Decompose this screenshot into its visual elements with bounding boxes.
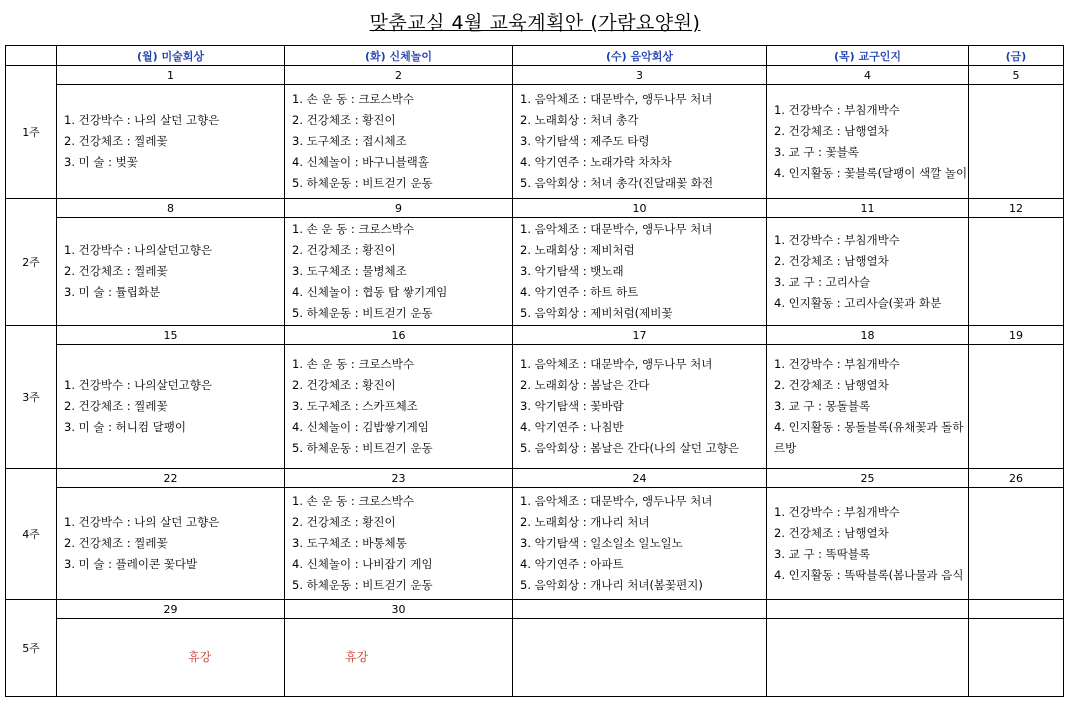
activity-item: 1. 음악체조 : 대문박수, 앵두나무 처녀	[520, 494, 713, 508]
activity-cell	[285, 345, 513, 469]
activity-item: 3. 도구체조 : 스카프체조	[292, 399, 418, 413]
date-row	[6, 66, 1064, 85]
activity-cell	[285, 619, 513, 697]
date-cell: 22	[57, 469, 285, 488]
date-cell: 16	[285, 326, 513, 345]
activity-item: 2. 건강체조 : 남행열차	[774, 123, 889, 138]
activity-item: 5. 하체운동 : 비트걷기 운동	[292, 441, 433, 455]
activity-item: 2. 건강체조 : 찔레꽃	[64, 399, 168, 413]
activity-cell	[57, 218, 285, 326]
activity-item: 2. 노래회상 : 개나리 처녀	[520, 515, 650, 529]
activity-item: 3. 미 술 : 플레이콘 꽃다발	[64, 557, 198, 571]
activity-item: 2. 건강체조 : 남행열차	[774, 525, 889, 540]
date-cell	[513, 600, 767, 619]
date-cell: 19	[969, 326, 1064, 345]
activity-item: 5. 음악회상 : 봄날은 간다(나의 살던 고향은	[520, 441, 740, 455]
lesson-plan-table	[5, 45, 1064, 697]
activity-item: 2. 건강체조 : 찔레꽃	[64, 134, 168, 148]
activity-item: 3. 교 구 : 꽃블록	[774, 144, 860, 159]
activity-item: 1. 손 운 동 : 크로스박수	[292, 357, 414, 371]
header-row	[6, 46, 1064, 66]
activity-row	[6, 345, 1064, 469]
activity-item: 5. 하체운동 : 비트걷기 운동	[292, 578, 433, 592]
date-cell	[767, 600, 969, 619]
activity-item: 3. 악기탐색 : 제주도 타령	[520, 134, 650, 148]
activity-item: 1. 음악체조 : 대문박수, 앵두나무 처녀	[520, 222, 713, 236]
activity-item: 1. 건강박수 : 나의 살던 고향은	[64, 113, 220, 127]
date-cell: 15	[57, 326, 285, 345]
date-cell: 2	[285, 66, 513, 85]
header-thursday: (목) 교구인지	[767, 46, 969, 66]
activity-item: 5. 음악회상 : 개나리 처녀(봄꽃편지)	[520, 578, 703, 592]
activity-item: 3. 도구체조 : 접시체조	[292, 134, 407, 148]
holiday-label: 휴강	[188, 650, 212, 664]
corner-cell	[6, 46, 57, 66]
date-cell: 11	[767, 199, 969, 218]
activity-item: 1. 음악체조 : 대문박수, 앵두나무 처녀	[520, 357, 713, 371]
activity-cell	[767, 85, 969, 199]
activity-item: 3. 교 구 : 똑딱블록	[774, 546, 871, 561]
activity-item: 3. 도구체조 : 바통체통	[292, 536, 407, 550]
activity-cell	[969, 488, 1064, 600]
date-cell: 9	[285, 199, 513, 218]
activity-item: 1. 건강박수 : 부침개박수	[774, 102, 900, 117]
activity-item: 4. 악기연주 : 나침반	[520, 420, 624, 434]
activity-item: 2. 건강체조 : 황진이	[292, 113, 396, 127]
date-cell: 1	[57, 66, 285, 85]
date-cell: 23	[285, 469, 513, 488]
activity-cell	[285, 85, 513, 199]
date-cell: 26	[969, 469, 1064, 488]
header-friday: (금)	[969, 46, 1064, 66]
activity-item: 2. 노래회상 : 제비처럼	[520, 243, 635, 257]
activity-cell	[513, 488, 767, 600]
activity-item: 4. 악기연주 : 노래가락 차차차	[520, 155, 672, 169]
activity-row	[6, 85, 1064, 199]
activity-item: 4. 신체놀이 : 나비잡기 게임	[292, 557, 433, 571]
activity-row	[6, 488, 1064, 600]
activity-cell	[767, 488, 969, 600]
activity-cell	[513, 619, 767, 697]
activity-item: 5. 음악회상 : 처녀 총각(진달래꽃 화전	[520, 176, 714, 190]
activity-item: 1. 건강박수 : 부침개박수	[774, 232, 900, 247]
activity-cell	[513, 218, 767, 326]
activity-item: 3. 교 구 : 고리사슬	[774, 274, 871, 289]
activity-item: 2. 건강체조 : 찔레꽃	[64, 536, 168, 550]
week-label: 4주	[6, 469, 57, 600]
date-cell: 24	[513, 469, 767, 488]
date-cell: 29	[57, 600, 285, 619]
date-cell	[969, 600, 1064, 619]
date-cell: 8	[57, 199, 285, 218]
week-label: 1주	[6, 66, 57, 199]
activity-cell	[57, 488, 285, 600]
date-row	[6, 199, 1064, 218]
header-wednesday: (수) 음악회상	[513, 46, 767, 66]
activity-item: 3. 악기탐색 : 뱃노래	[520, 264, 624, 278]
week-label: 5주	[6, 600, 57, 697]
date-cell: 12	[969, 199, 1064, 218]
activity-cell	[513, 85, 767, 199]
activity-cell	[767, 619, 969, 697]
activity-cell	[969, 85, 1064, 199]
activity-item: 4. 신체놀이 : 김밥쌓기게임	[292, 420, 429, 434]
activity-item: 1. 손 운 동 : 크로스박수	[292, 222, 414, 236]
activity-item: 1. 건강박수 : 나의살던고향은	[64, 378, 213, 392]
activity-cell	[57, 85, 285, 199]
week-label: 3주	[6, 326, 57, 469]
activity-item: 3. 미 술 : 벚꽃	[64, 155, 138, 169]
activity-item: 3. 미 술 : 허니컴 달팽이	[64, 420, 186, 434]
activity-cell	[57, 619, 285, 697]
activity-item: 3. 도구체조 : 물병체조	[292, 264, 407, 278]
activity-item: 2. 건강체조 : 남행열차	[774, 253, 889, 268]
activity-item: 2. 건강체조 : 황진이	[292, 515, 396, 529]
activity-item: 2. 건강체조 : 남행열차	[774, 378, 889, 392]
activity-item: 4. 신체놀이 : 협동 탑 쌓기게임	[292, 285, 448, 299]
date-row	[6, 469, 1064, 488]
activity-item: 4. 악기연주 : 아파트	[520, 557, 624, 571]
activity-item: 4. 인지활동 : 꽃블록(달팽이 색깔 놀이	[774, 165, 968, 180]
date-cell: 30	[285, 600, 513, 619]
week-label: 2주	[6, 199, 57, 326]
activity-item: 4. 인지활동 : 똑딱블록(봄나물과 음식	[774, 567, 964, 582]
activity-item: 5. 음악회상 : 제비처럼(제비꽃	[520, 306, 673, 320]
holiday-label: 휴강	[345, 650, 369, 664]
activity-item: 2. 노래회상 : 봄날은 간다	[520, 378, 650, 392]
activity-cell	[767, 218, 969, 326]
activity-cell	[969, 218, 1064, 326]
date-cell: 4	[767, 66, 969, 85]
activity-row	[6, 619, 1064, 697]
activity-item: 2. 건강체조 : 황진이	[292, 243, 396, 257]
date-cell: 17	[513, 326, 767, 345]
activity-item: 4. 인지활동 : 고리사슬(꽃과 화분	[774, 295, 942, 310]
activity-item: 1. 손 운 동 : 크로스박수	[292, 92, 414, 106]
activity-cell	[57, 345, 285, 469]
activity-item: 3. 악기탐색 : 꽃바람	[520, 399, 624, 413]
activity-item: 1. 음악체조 : 대문박수, 앵두나무 처녀	[520, 92, 713, 106]
date-row	[6, 326, 1064, 345]
activity-item: 4. 인지활동 : 몽돌블록(유채꽃과 돌하르방	[774, 420, 964, 455]
activity-item: 5. 하체운동 : 비트걷기 운동	[292, 176, 433, 190]
activity-cell	[969, 619, 1064, 697]
date-cell: 25	[767, 469, 969, 488]
activity-item: 5. 하체운동 : 비트걷기 운동	[292, 306, 433, 320]
date-cell: 10	[513, 199, 767, 218]
activity-item: 1. 건강박수 : 나의 살던 고향은	[64, 515, 220, 529]
activity-cell	[513, 345, 767, 469]
activity-item: 3. 악기탐색 : 일소일소 일노일노	[520, 536, 683, 550]
activity-cell	[969, 345, 1064, 469]
activity-item: 4. 악기연주 : 하트 하트	[520, 285, 639, 299]
activity-item: 1. 건강박수 : 부침개박수	[774, 504, 900, 519]
header-monday: (월) 미술회상	[57, 46, 285, 66]
activity-cell	[767, 345, 969, 469]
activity-item: 2. 건강체조 : 황진이	[292, 378, 396, 392]
date-cell: 5	[969, 66, 1064, 85]
header-tuesday: (화) 신체놀이	[285, 46, 513, 66]
date-cell: 3	[513, 66, 767, 85]
date-cell: 18	[767, 326, 969, 345]
page-title: 맞춤교실 4월 교육계획안 (가람요양원)	[369, 12, 701, 34]
activity-item: 1. 손 운 동 : 크로스박수	[292, 494, 414, 508]
activity-item: 1. 건강박수 : 나의살던고향은	[64, 243, 213, 257]
activity-item: 3. 교 구 : 몽돌블록	[774, 399, 871, 413]
activity-item: 1. 건강박수 : 부침개박수	[774, 357, 900, 371]
date-row	[6, 600, 1064, 619]
activity-item: 2. 건강체조 : 찔레꽃	[64, 264, 168, 278]
activity-item: 2. 노래회상 : 처녀 총각	[520, 113, 639, 127]
activity-row	[6, 218, 1064, 326]
activity-item: 3. 미 술 : 튤립화분	[64, 285, 161, 299]
activity-cell	[285, 218, 513, 326]
activity-item: 4. 신체놀이 : 바구니블랙홀	[292, 155, 429, 169]
activity-cell	[285, 488, 513, 600]
